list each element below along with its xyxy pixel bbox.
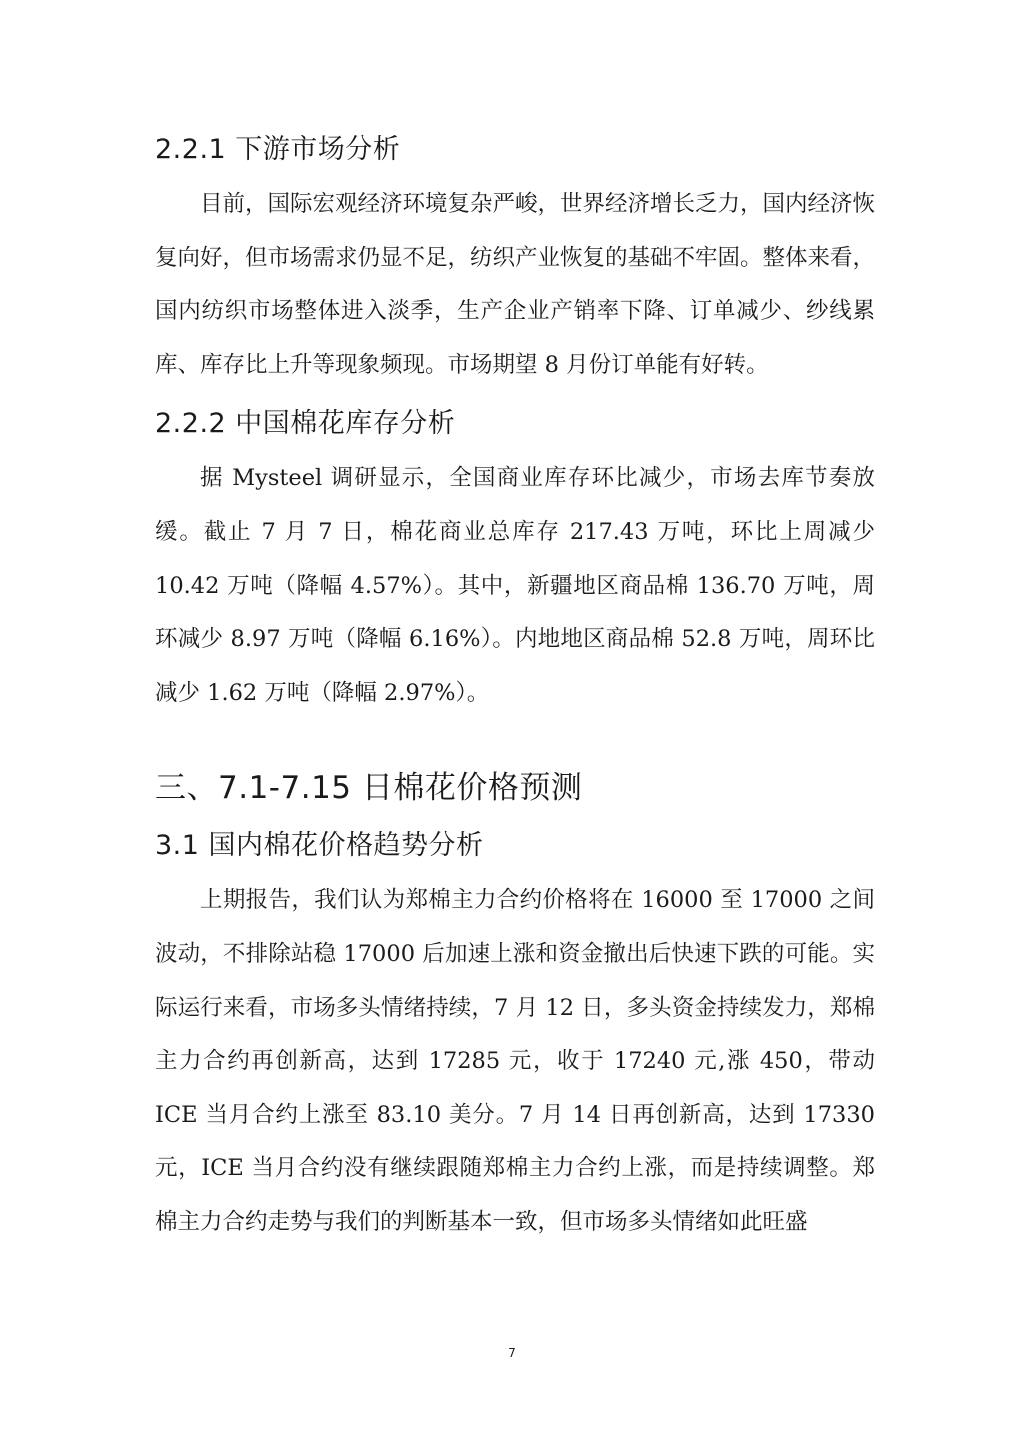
section-heading-2-2-2: 2.2.2 中国棉花库存分析 bbox=[155, 408, 456, 440]
section-heading-3-1: 3.1 国内棉花价格趋势分析 bbox=[155, 830, 484, 862]
section-paragraph-3-1: 上期报告，我们认为郑棉主力合约价格将在 16000 至 17000 之间波动，不排除站稳 17000 后加速上涨和资金撤出后快速下跌的可能。实际运行来看，市场多头情绪持续，7 月 12 日，多头资金持续发力，郑棉主力合约再创新高，达到 17285 元，收于 17240 元,涨 450，带动 ICE 当月合约上涨至 83.10 美分。7 月 14 日再创新高，达到 17330 元，ICE 当月合约没有继续跟随郑棉主力合约上涨，而是持续调整。郑棉主力合约走势与我们的判断基本一致，但市场多头情绪如此旺盛 bbox=[155, 887, 875, 1235]
page-content bbox=[155, 122, 875, 1250]
spacer bbox=[155, 720, 875, 758]
section-paragraph-2-2-1: 目前，国际宏观经济环境复杂严峻，世界经济增长乏力，国内经济恢复向好，但市场需求仍显不足，纺织产业恢复的基础不牢固。整体来看，国内纺织市场整体进入淡季，生产企业产销率下降、订单减少、纱线累库、库存比上升等现象频现。市场期望 8 月份订单能有好转。 bbox=[155, 191, 876, 378]
section-heading-2-2-1: 2.2.1 下游市场分析 bbox=[155, 134, 401, 165]
chapter-heading-3: 三、7.1-7.15 日棉花价格预测 bbox=[155, 770, 583, 807]
section-paragraph-2-2-2: 据 Mysteel 调研显示，全国商业库存环比减少，市场去库节奏放缓。截止 7 月 7 日，棉花商业总库存 217.43 万吨，环比上周减少 10.42 万吨（降幅 4.57%）。其中，新疆地区商品棉 136.70 万吨，周环减少 8.97 万吨（降幅 6.16%）。内地地区商品棉 52.8 万吨，周环比减少 1.62 万吨（降幅 2.97%）。 bbox=[155, 465, 875, 706]
page-number: 7 bbox=[508, 1346, 516, 1360]
